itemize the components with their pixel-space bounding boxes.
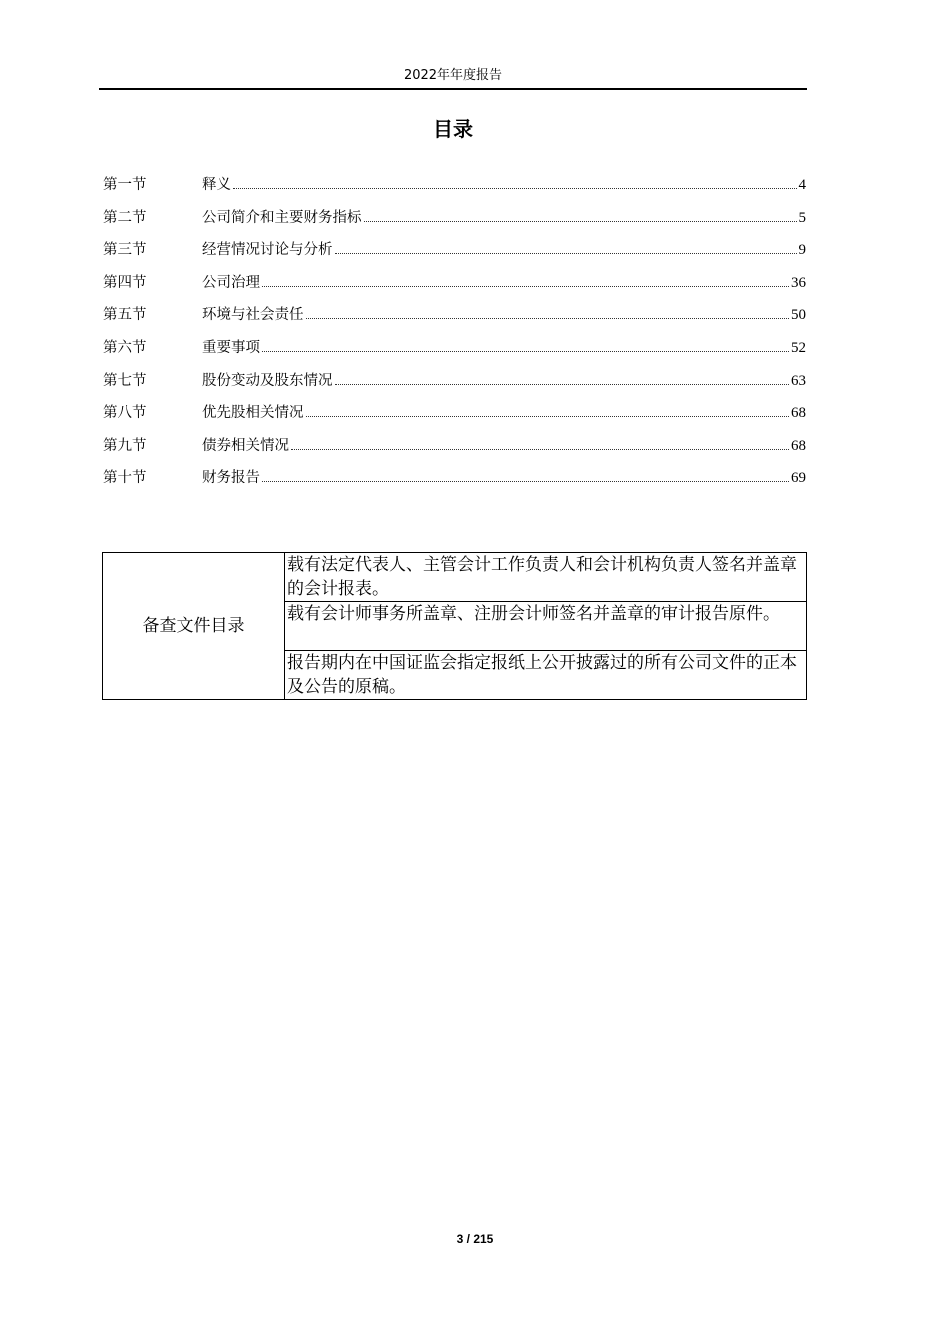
- toc-page-number: 4: [798, 177, 806, 193]
- toc-section-title: 经营情况讨论与分析: [202, 242, 333, 259]
- reference-doc-item: 载有法定代表人、主管会计工作负责人和会计机构负责人签名并盖章的会计报表。: [285, 553, 807, 602]
- toc-page-number: 68: [791, 437, 806, 454]
- reference-doc-item: 载有会计师事务所盖章、注册会计师签名并盖章的审计报告原件。: [285, 602, 807, 651]
- toc-section-title: 环境与社会责任: [202, 307, 304, 324]
- toc-leader-dots: [262, 285, 789, 287]
- toc-entry[interactable]: [103, 368, 806, 401]
- toc-entry[interactable]: [103, 270, 806, 303]
- page-title: 目录: [433, 117, 473, 141]
- toc-leader-dots: [306, 317, 790, 319]
- page-header: [99, 64, 807, 90]
- toc-leader-dots: [364, 220, 797, 222]
- header-text: 2022年年度报告: [403, 68, 503, 83]
- toc-page-number: 50: [791, 307, 806, 324]
- page-footer: [0, 1229, 950, 1249]
- toc-leader-dots: [306, 415, 790, 417]
- toc-section-title: 财务报告: [202, 470, 260, 487]
- table-row: [103, 553, 807, 602]
- toc-section-title: 公司治理: [202, 274, 260, 291]
- toc-section-title: 债券相关情况: [202, 437, 289, 454]
- toc-section-number: 第八节: [103, 405, 147, 422]
- reference-docs-label: 备查文件目录: [103, 553, 285, 700]
- reference-documents-table: [102, 552, 807, 700]
- toc-section-number: 第七节: [103, 372, 147, 389]
- toc-page-number: 69: [791, 470, 806, 487]
- toc-section-number: 第一节: [103, 177, 147, 193]
- toc-leader-dots: [262, 480, 789, 482]
- toc-entry[interactable]: [103, 172, 806, 205]
- toc-entry[interactable]: [103, 205, 806, 238]
- toc-section-title: 公司简介和主要财务指标: [202, 209, 362, 226]
- toc-section-title: 股份变动及股东情况: [202, 372, 333, 389]
- toc-page-number: 36: [791, 274, 806, 291]
- toc-leader-dots: [335, 383, 790, 385]
- toc-page-number: 63: [791, 372, 806, 389]
- toc-entry[interactable]: [103, 433, 806, 466]
- toc-entry[interactable]: [103, 465, 806, 498]
- toc-section-title: 优先股相关情况: [202, 405, 304, 422]
- toc-leader-dots: [233, 187, 797, 189]
- page-indicator: 3 / 215: [456, 1232, 494, 1246]
- toc-page-number: 68: [791, 405, 806, 422]
- toc-page-number: 52: [791, 339, 806, 356]
- toc-section-number: 第十节: [103, 470, 147, 487]
- toc-leader-dots: [291, 448, 789, 450]
- toc-entry[interactable]: [103, 400, 806, 433]
- toc-section-title: 释义: [202, 177, 231, 193]
- toc-section-number: 第四节: [103, 274, 147, 291]
- toc-section-title: 重要事项: [202, 339, 260, 356]
- toc-section-number: 第六节: [103, 339, 147, 356]
- toc-leader-dots: [335, 252, 797, 254]
- toc-page-number: 9: [798, 242, 806, 259]
- toc-section-number: 第五节: [103, 307, 147, 324]
- toc-page-number: 5: [798, 209, 806, 226]
- toc-entry[interactable]: [103, 302, 806, 335]
- toc-entry[interactable]: [103, 237, 806, 270]
- toc-section-number: 第九节: [103, 437, 147, 454]
- table-of-contents: [103, 172, 806, 498]
- toc-section-number: 第三节: [103, 242, 147, 259]
- reference-doc-item: 报告期内在中国证监会指定报纸上公开披露过的所有公司文件的正本及公告的原稿。: [285, 651, 807, 700]
- toc-entry[interactable]: [103, 335, 806, 368]
- toc-section-number: 第二节: [103, 209, 147, 226]
- toc-leader-dots: [262, 350, 789, 352]
